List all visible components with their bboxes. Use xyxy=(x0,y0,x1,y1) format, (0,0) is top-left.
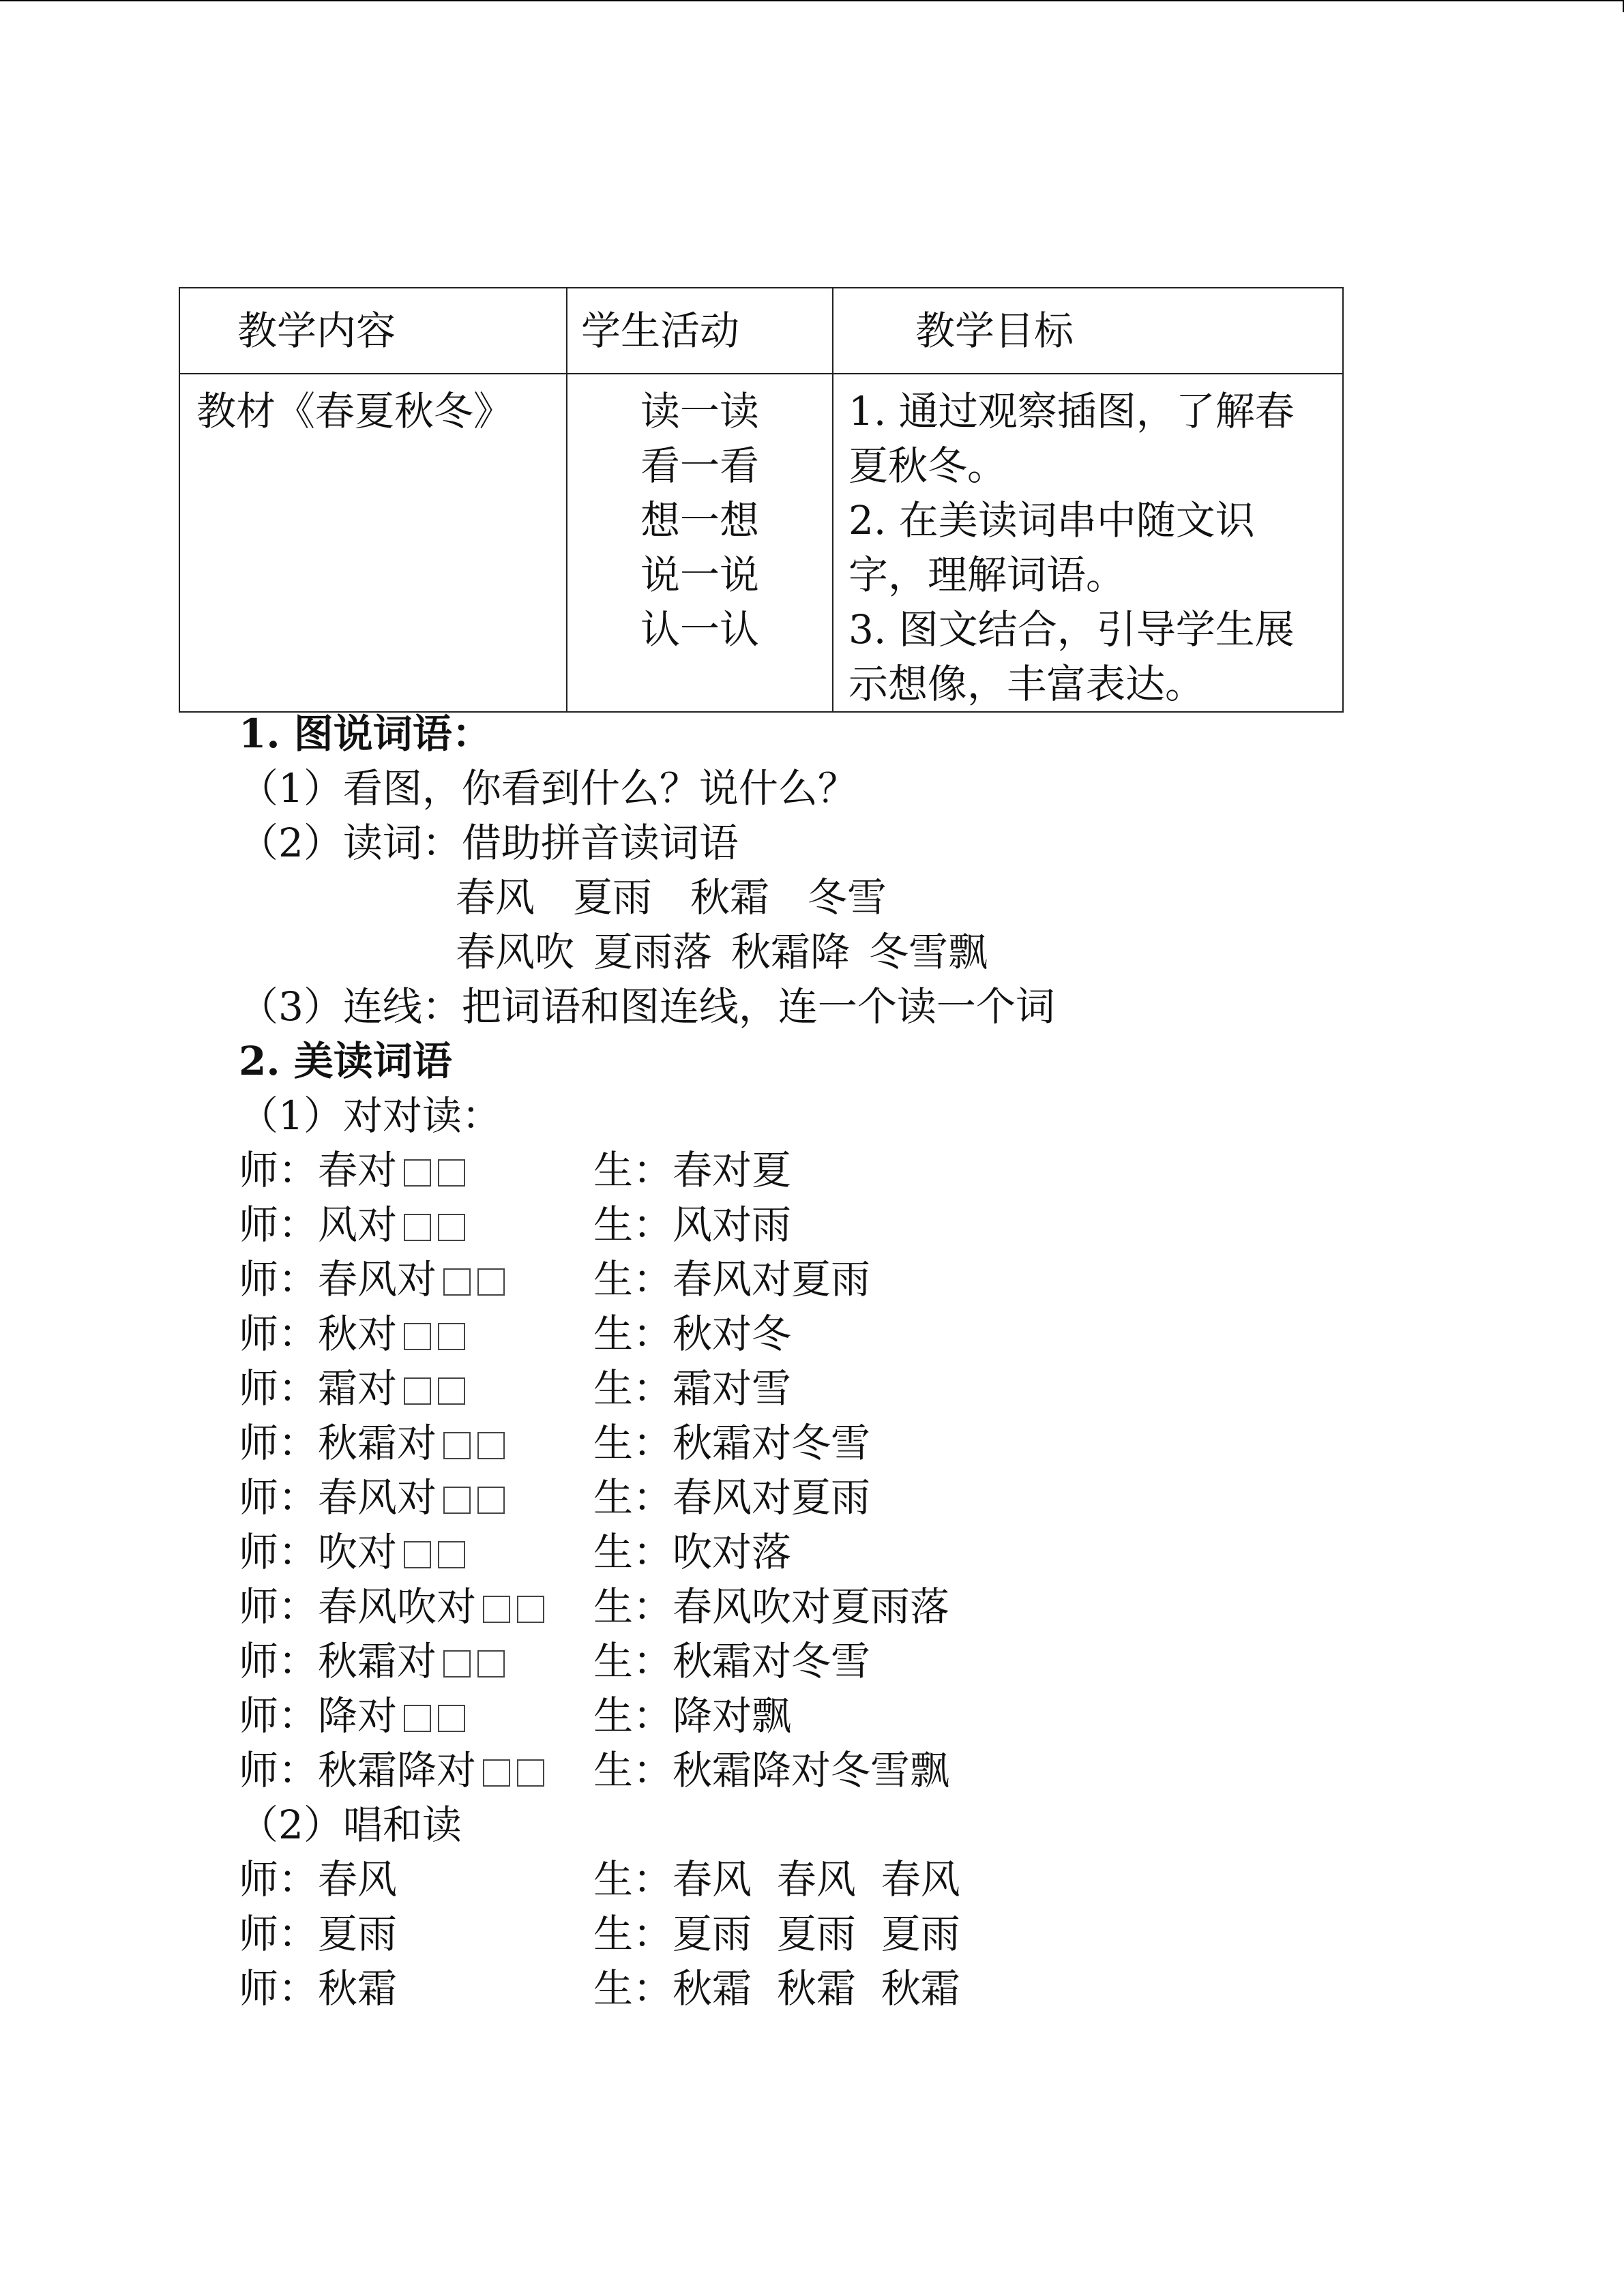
student-reply: 生：降对飘 xyxy=(593,1693,792,1739)
word: 秋霜 xyxy=(690,874,770,921)
question-line: （3）连线：把词语和图连线，连一个读一个词 xyxy=(239,983,1055,1030)
student-reply: 生：秋霜对冬雪 xyxy=(593,1638,871,1684)
teacher-prompt: 师：春对 xyxy=(239,1147,398,1193)
word: 夏雨落 xyxy=(593,929,713,975)
word: 春风吹 xyxy=(456,929,575,975)
teacher-prompt: 师：秋霜对 xyxy=(239,1638,437,1684)
table-header-row xyxy=(179,288,1343,374)
blank-box xyxy=(443,1268,471,1296)
activities-cell xyxy=(567,374,833,712)
blank-box xyxy=(483,1596,510,1623)
student-reply: 生：秋霜对冬雪 xyxy=(593,1420,871,1466)
activity-item: 想一想 xyxy=(640,497,759,543)
blank-box xyxy=(438,1377,465,1405)
question-line: （1）看图，你看到什么？说什么？ xyxy=(239,765,857,811)
activity-item: 看一看 xyxy=(640,443,759,489)
word: 夏雨 xyxy=(573,874,653,921)
teacher-prompt: 师：秋对 xyxy=(239,1311,398,1357)
pair-row xyxy=(239,1307,1055,1361)
pair-row xyxy=(239,1743,1055,1798)
blank-box xyxy=(404,1705,431,1732)
blank-box xyxy=(404,1159,431,1187)
student-reply: 生：风对雨 xyxy=(593,1202,792,1248)
blank-box xyxy=(443,1487,471,1514)
teacher-prompt: 师：夏雨 xyxy=(239,1911,398,1957)
teacher-prompt: 师：秋霜对 xyxy=(239,1420,437,1466)
blank-box xyxy=(477,1487,505,1514)
blank-box xyxy=(517,1596,544,1623)
student-reply: 生：秋霜降对冬雪飘 xyxy=(593,1747,950,1793)
pair-row xyxy=(239,1688,1055,1743)
lesson-plan-table xyxy=(179,287,1344,713)
pair-row xyxy=(239,1197,1055,1252)
blank-box xyxy=(438,1705,465,1732)
teacher-prompt: 师：秋霜降对 xyxy=(239,1747,477,1793)
word: 秋霜降 xyxy=(731,929,851,975)
activity-item: 读一读 xyxy=(640,388,759,434)
blank-box xyxy=(438,1159,465,1187)
student-reply: 生：秋霜 秋霜 秋霜 xyxy=(593,1965,960,2012)
header-goals: 教学目标 xyxy=(833,288,1343,374)
blank-box xyxy=(477,1432,505,1459)
student-reply: 生：春风 春风 春风 xyxy=(593,1856,960,1903)
pair-row xyxy=(239,1252,1055,1307)
blank-box xyxy=(477,1268,505,1296)
teacher-prompt: 师：秋霜 xyxy=(239,1965,398,2012)
chant-row xyxy=(239,1852,1055,1907)
goals-cell xyxy=(833,374,1343,712)
blank-box xyxy=(404,1541,431,1568)
blank-box xyxy=(443,1432,471,1459)
blank-box xyxy=(517,1759,544,1787)
blank-box xyxy=(483,1759,510,1787)
word: 春风 xyxy=(456,874,535,921)
teacher-prompt: 师：春风 xyxy=(239,1856,398,1903)
pair-row xyxy=(239,1470,1055,1525)
lesson-body xyxy=(239,706,1055,2016)
goal-item: 2. 在美读词串中随文识字，理解词语。 xyxy=(848,497,1255,598)
activity-item: 说一说 xyxy=(640,552,759,598)
subsection-title: （2）唱和读 xyxy=(239,1802,462,1848)
word-row xyxy=(239,870,1055,925)
teacher-prompt: 师：春风对 xyxy=(239,1256,437,1302)
section-title: 1. 图说词语： xyxy=(239,711,492,757)
pair-row xyxy=(239,1416,1055,1470)
header-content: 教学内容 xyxy=(179,288,567,374)
pair-row xyxy=(239,1361,1055,1416)
teacher-prompt: 师：降对 xyxy=(239,1693,398,1739)
activity-item: 认一认 xyxy=(640,606,759,653)
student-reply: 生：吹对落 xyxy=(593,1529,792,1575)
student-reply: 生：秋对冬 xyxy=(593,1311,792,1357)
blank-box xyxy=(438,1214,465,1241)
student-reply: 生：春风对夏雨 xyxy=(593,1256,871,1302)
chant-row xyxy=(239,1907,1055,1961)
student-reply: 生：霜对雪 xyxy=(593,1365,792,1412)
chant-row xyxy=(239,1961,1055,2016)
teacher-prompt: 师：春风吹对 xyxy=(239,1583,477,1630)
student-reply: 生：春风对夏雨 xyxy=(593,1474,871,1521)
teacher-prompt: 师：吹对 xyxy=(239,1529,398,1575)
word: 冬雪飘 xyxy=(869,929,988,975)
section-title: 2. 美读词语 xyxy=(239,1038,452,1084)
pair-row xyxy=(239,1634,1055,1688)
teacher-prompt: 师：春风对 xyxy=(239,1474,437,1521)
student-reply: 生：夏雨 夏雨 夏雨 xyxy=(593,1911,960,1957)
blank-box xyxy=(404,1323,431,1350)
word: 冬雪 xyxy=(808,874,887,921)
header-activities: 学生活动 xyxy=(567,288,833,374)
goal-item: 3. 图文结合，引导学生展示想像，丰富表达。 xyxy=(848,606,1295,707)
blank-box xyxy=(438,1323,465,1350)
page-top-border xyxy=(0,0,1624,1)
student-reply: 生：春对夏 xyxy=(593,1147,792,1193)
table-row xyxy=(179,374,1343,712)
blank-box xyxy=(404,1214,431,1241)
pair-row xyxy=(239,1143,1055,1197)
content-cell: 教材《春夏秋冬》 xyxy=(179,374,567,712)
blank-box xyxy=(404,1377,431,1405)
blank-box xyxy=(443,1650,471,1678)
teacher-prompt: 师：霜对 xyxy=(239,1365,398,1412)
word-row xyxy=(239,925,1055,979)
blank-box xyxy=(477,1650,505,1678)
blank-box xyxy=(438,1541,465,1568)
teacher-prompt: 师：风对 xyxy=(239,1202,398,1248)
goal-item: 1. 通过观察插图，了解春夏秋冬。 xyxy=(848,388,1295,489)
subsection-title: （1）对对读： xyxy=(239,1092,501,1139)
question-line: （2）读词：借助拼音读词语 xyxy=(239,820,739,866)
pair-row xyxy=(239,1525,1055,1579)
pair-row xyxy=(239,1579,1055,1634)
student-reply: 生：春风吹对夏雨落 xyxy=(593,1583,950,1630)
